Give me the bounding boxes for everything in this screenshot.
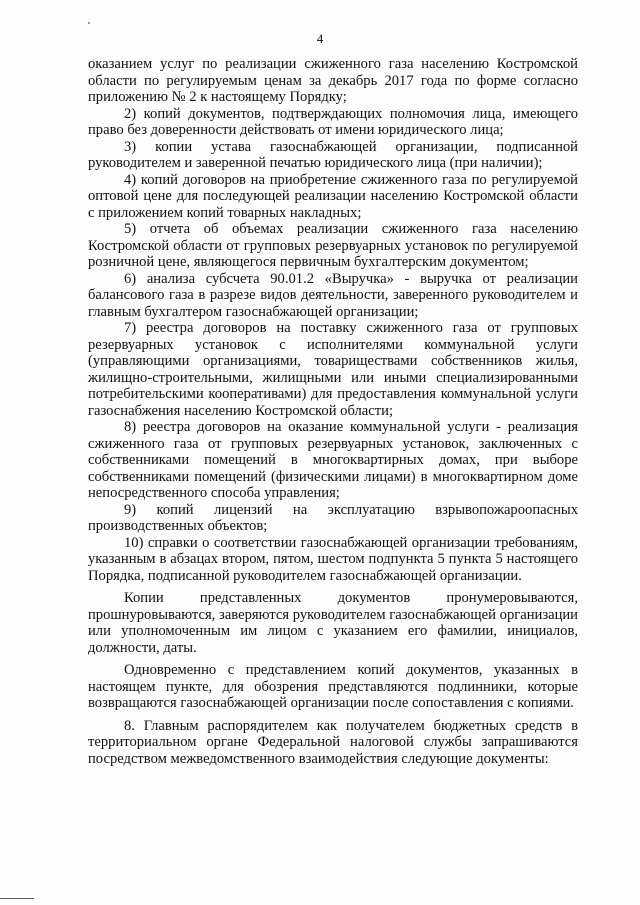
list-item-6: 6) анализа субсчета 90.01.2 «Выручка» - выручка от реализации балансового газа в разрезе видов деятельности, заверенного руководителем и главным бухгалтером газоснабжающей организации; (88, 270, 578, 320)
footer-rule (0, 898, 34, 899)
list-item-8: 8) реестра договоров на оказание коммунальной услуги - реализация сжиженного газа от групповых резервуарных установок, заключенных с собственниками помещений в многоквартирных домах, при выборе собственниками помещений (физическими лицами) в многоквартирном доме непосредственного способа управления; (88, 419, 578, 501)
list-item-3: 3) копии устава газоснабжающей организации, подписанной руководителем и заверенной печатью юридического лица (при наличии); (88, 138, 578, 171)
scan-speck (88, 22, 90, 24)
paragraph-continuation: оказанием услуг по реализации сжиженного газа населению Костромской области по регулируемым ценам за декабрь 2017 года по форме согласно приложению № 2 к настоящему Порядку; (88, 56, 578, 105)
list-item-4: 4) копий договоров на приобретение сжиженного газа по регулируемой оптовой цене для последующей реализации населению Костромской области с приложением копий товарных накладных; (88, 171, 578, 221)
list-item-2: 2) копий документов, подтверждающих полномочия лица, имеющего право без доверенности действовать от имени юридического лица; (88, 105, 578, 138)
page-number: 4 (316, 31, 324, 46)
paragraph-section-8: 8. Главным распорядителем как получателем бюджетных средств в территориальном органе Федеральной налоговой службы запрашиваются посредством межведомственного взаимодействия следующие документы: (88, 717, 578, 767)
list-item-7: 7) реестра договоров на поставку сжиженного газа от групповых резервуарных установок с исполнителями коммунальной услуги (управляющими организациями, товариществами собственников жилья, жилищно-строительными, жилищными или иными специализированными потребительскими кооперативами) для предоставления коммунальной услуги газоснабжения населению Костромской области; (88, 320, 578, 419)
document-body (88, 56, 578, 767)
paragraph-copies: Копии представленных документов пронумеровываются, прошнуровываются, заверяются руководителем газоснабжающей организации или уполномоченным им лицом с указанием его фамилии, инициалов, должности, даты. (88, 590, 578, 656)
paragraph-originals: Одновременно с представлением копий документов, указанных в настоящем пункте, для обозрения представляются подлинники, которые возвращаются газоснабжающей организации после сопоставления с копиями. (88, 662, 578, 711)
list-item-10: 10) справки о соответствии газоснабжающей организации требованиям, указанным в абзацах втором, пятом, шестом подпункта 5 пункта 5 настоящего Порядка, подписанной руководителем газоснабжающей организации. (88, 534, 578, 584)
list-item-5: 5) отчета об объемах реализации сжиженного газа населению Костромской области от групповых резервуарных установок по регулируемой розничной цене, являющегося первичным бухгалтерским документом; (88, 221, 578, 270)
list-item-9: 9) копий лицензий на эксплуатацию взрывопожароопасных производственных объектов; (88, 501, 578, 534)
